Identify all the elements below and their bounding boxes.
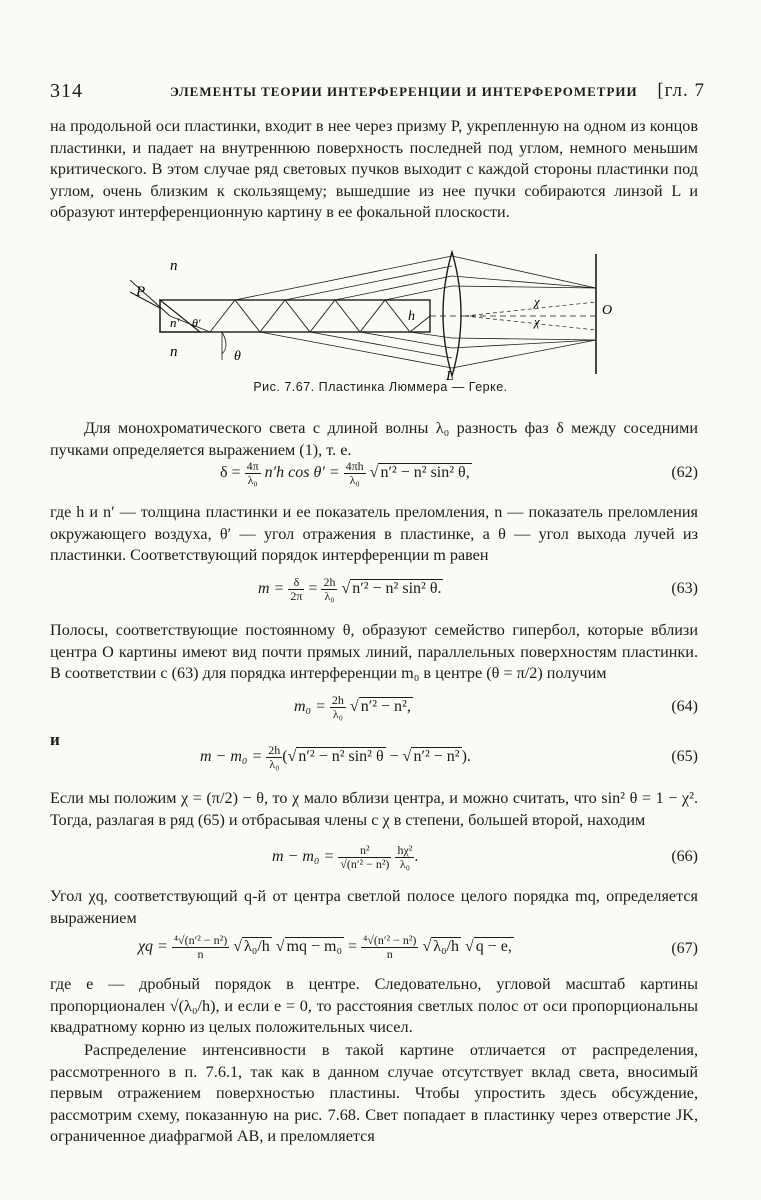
eq63-frac1-bot: 2π bbox=[290, 589, 303, 603]
lummer-gehrcke-figure bbox=[130, 250, 650, 380]
eq63-frac1-top: δ bbox=[288, 576, 304, 590]
eq62-frac2-bot: λ₀ bbox=[349, 473, 360, 487]
paragraph-1: Для монохроматического света с длиной волны λ₀ разность фаз δ между соседними пучками определяется выражением (1), т. е. bbox=[50, 419, 698, 459]
eq65-lhs: m − m₀ = bbox=[200, 748, 263, 766]
eq67-radical-3: λ₀/h bbox=[433, 938, 459, 956]
paragraph-2: где h и n′ — толщина пластинки и ее показатель преломления, n — показатель преломления окружающего воздуха, θ′ — угол отражения в пластинке, а θ — угол выхода лучей из пластинки. Соответствующий порядок интерференции m равен bbox=[50, 503, 698, 565]
eq63-frac2-top: 2h bbox=[323, 575, 336, 589]
eq64-frac-top: 2h bbox=[331, 693, 344, 707]
eq67-frac2-bot: n bbox=[386, 947, 393, 961]
eq64-number: (64) bbox=[671, 698, 698, 715]
label-n-prime: n′ bbox=[170, 315, 180, 330]
eq67-frac1-bot: n bbox=[197, 947, 204, 961]
label-theta-prime: θ′ bbox=[192, 316, 201, 330]
eq62-frac1-bot: λ₀ bbox=[247, 473, 258, 487]
eq62-mid: n′h cos θ′ = bbox=[264, 464, 340, 482]
label-h: h bbox=[408, 309, 415, 324]
eq66-frac2-top: hχ² bbox=[397, 843, 413, 857]
equation-62: δ = $\frac{4\pi}{\text{λ₀}}$ n′h cos θ′ = $\frac{4\pi h}{\text{λ₀}}$ √ n′² − n² sin² θ, (62) bbox=[220, 459, 698, 487]
paragraph-7: Распределение интенсивности в такой картине отличается от распределения, рассмотренного в п. 7.6.1, так как в данном случае отсутствует вклад света, вносимый первым отражением поверхностью пластины. Чтобы упростить здесь обсуждение, рассмотрим схему, показанную на рис. 7.68. Свет попадает в пластинку через отверстие JK, ограниченное диафрагмой AB, и преломляется bbox=[50, 1041, 698, 1146]
equation-66: m − m₀ = $\frac{\text{n²}}{\text{√(n′² − n²)}}$ $\frac{\text{hχ²}}{\text{λ₀}}$ . (66) bbox=[272, 843, 698, 871]
running-head: ЭЛЕМЕНТЫ ТЕОРИИ ИНТЕРФЕРЕНЦИИ И ИНТЕРФЕРОМЕТРИИ bbox=[170, 84, 638, 99]
label-o: O bbox=[602, 303, 613, 318]
eq67-radical-2: mq − m₀ bbox=[286, 938, 343, 956]
eq62-frac2-top: 4πh bbox=[345, 459, 364, 473]
label-chi-1: χ bbox=[534, 294, 540, 309]
label-n-bottom: n bbox=[170, 344, 178, 360]
eq63-radical: n′² − n² sin² θ. bbox=[352, 580, 442, 598]
label-n-top: n bbox=[170, 258, 178, 274]
eq63-frac2-bot: λ₀ bbox=[324, 589, 335, 603]
emerging-ray bbox=[235, 256, 452, 300]
eq62-frac1-top: 4π bbox=[246, 459, 259, 473]
eq64-radical: n′² − n², bbox=[360, 698, 411, 716]
equation-65: m − m₀ = $\frac{2h}{\text{λ₀}}$ (√ n′² − n² sin² θ − √ n′² − n² ). (65) bbox=[200, 743, 698, 771]
paragraph-4: Если мы положим χ = (π/2) − θ, то χ мало вблизи центра, и можно считать, что sin² θ = 1 − χ². Тогда, разлагая в ряд (65) и отбрасывая члены с χ в степени, большей второй, находим bbox=[50, 789, 698, 829]
paragraph-6: где e — дробный порядок в центре. Следовательно, угловой масштаб картины пропорционален √(λ₀/h), и если e = 0, то расстояния светлых полос от оси пропорциональны квадратному корню из целых положительных чисел. bbox=[50, 975, 698, 1037]
label-theta: θ bbox=[234, 349, 241, 364]
eq63-eq: = bbox=[308, 580, 318, 598]
eq67-lhs: χq = bbox=[138, 938, 168, 956]
eq66-frac1-top: n² bbox=[338, 844, 391, 858]
eq67-number: (67) bbox=[671, 940, 698, 957]
paragraph-5: Угол χq, соответствующий q-й от центра светлой полосе целого порядка mq, определяется выражением bbox=[50, 887, 698, 927]
conjunction-and: и bbox=[50, 730, 60, 749]
equation-64: m₀ = $\frac{2h}{\text{λ₀}}$ √ n′² − n², (64) bbox=[294, 693, 698, 721]
intro-paragraph: на продольной оси пластинки, входит в нее через призму P, укрепленную на одном из концов пластинки, и падает на внутреннюю поверхность последней под углом, немного меньшим критического. В этом случае ряд световых пучков выходит с каждой стороны пластинки под углом, очень близким к скользящему; вышедшие из нее пучки собираются линзой L и образуют интерференционную картину в ее фокальной плоскости. bbox=[50, 117, 698, 222]
paragraph-3: Полосы, соответствующие постоянному θ, образуют семейство гипербол, которые вблизи центра O картины имеют вид почти прямых линий, параллельных поверхностям пластинки. В соответствии с (63) для порядка интерференции m₀ в центре (θ = π/2) получим bbox=[50, 621, 698, 683]
lens-L bbox=[443, 252, 461, 376]
eq65-frac-bot: λ₀ bbox=[269, 757, 280, 771]
page-number: 314 bbox=[50, 80, 83, 102]
eq65-number: (65) bbox=[671, 748, 698, 765]
equation-63: m = $\frac{\delta}{2\pi}$ = $\frac{2h}{\text{λ₀}}$ √ n′² − n² sin² θ. (63) bbox=[258, 575, 698, 603]
eq63-lhs: m = bbox=[258, 580, 285, 598]
label-chi-2: χ bbox=[534, 314, 540, 329]
eq67-frac1-top: ⁴√(n′² − n²) bbox=[173, 933, 228, 947]
eq64-lhs: m₀ = bbox=[294, 698, 326, 716]
eq67-frac2-top: ⁴√(n′² − n²) bbox=[363, 933, 417, 947]
label-p: P bbox=[136, 284, 146, 300]
eq62-number: (62) bbox=[671, 464, 698, 481]
eq62-lhs: δ = bbox=[220, 464, 241, 482]
eq65-radical-2: n′² − n² bbox=[413, 748, 460, 766]
eq66-frac1-bot: √(n′² − n²) bbox=[340, 857, 390, 871]
eq66-number: (66) bbox=[671, 848, 698, 865]
eq66-frac2-bot: λ₀ bbox=[399, 857, 410, 871]
page-header bbox=[50, 80, 705, 106]
eq65-radical-1: n′² − n² sin² θ bbox=[298, 748, 384, 766]
internal-rays bbox=[170, 300, 430, 332]
eq65-frac-top: 2h bbox=[268, 743, 281, 757]
chapter-label: [гл. 7 bbox=[657, 80, 705, 101]
eq62-radical: n′² − n² sin² θ, bbox=[380, 464, 470, 482]
eq66-lhs: m − m₀ = bbox=[272, 848, 335, 866]
eq64-frac-bot: λ₀ bbox=[332, 707, 343, 721]
eq67-radical-1: λ₀/h bbox=[243, 938, 270, 956]
eq63-number: (63) bbox=[671, 580, 698, 597]
figure-caption: Рис. 7.67. Пластинка Люммера — Герке. bbox=[253, 380, 508, 394]
label-l: L bbox=[446, 369, 454, 380]
eq67-radical-4: q − e, bbox=[475, 938, 512, 956]
equation-67: χq = $\frac{\text{⁴√(n′² − n²)}}{n}$ √ λ₀/h √ mq − m₀ = $\frac{\text{⁴√(n′² − n²)}}{n}$ √ λ₀/h √ q − e, (67) bbox=[138, 933, 698, 961]
